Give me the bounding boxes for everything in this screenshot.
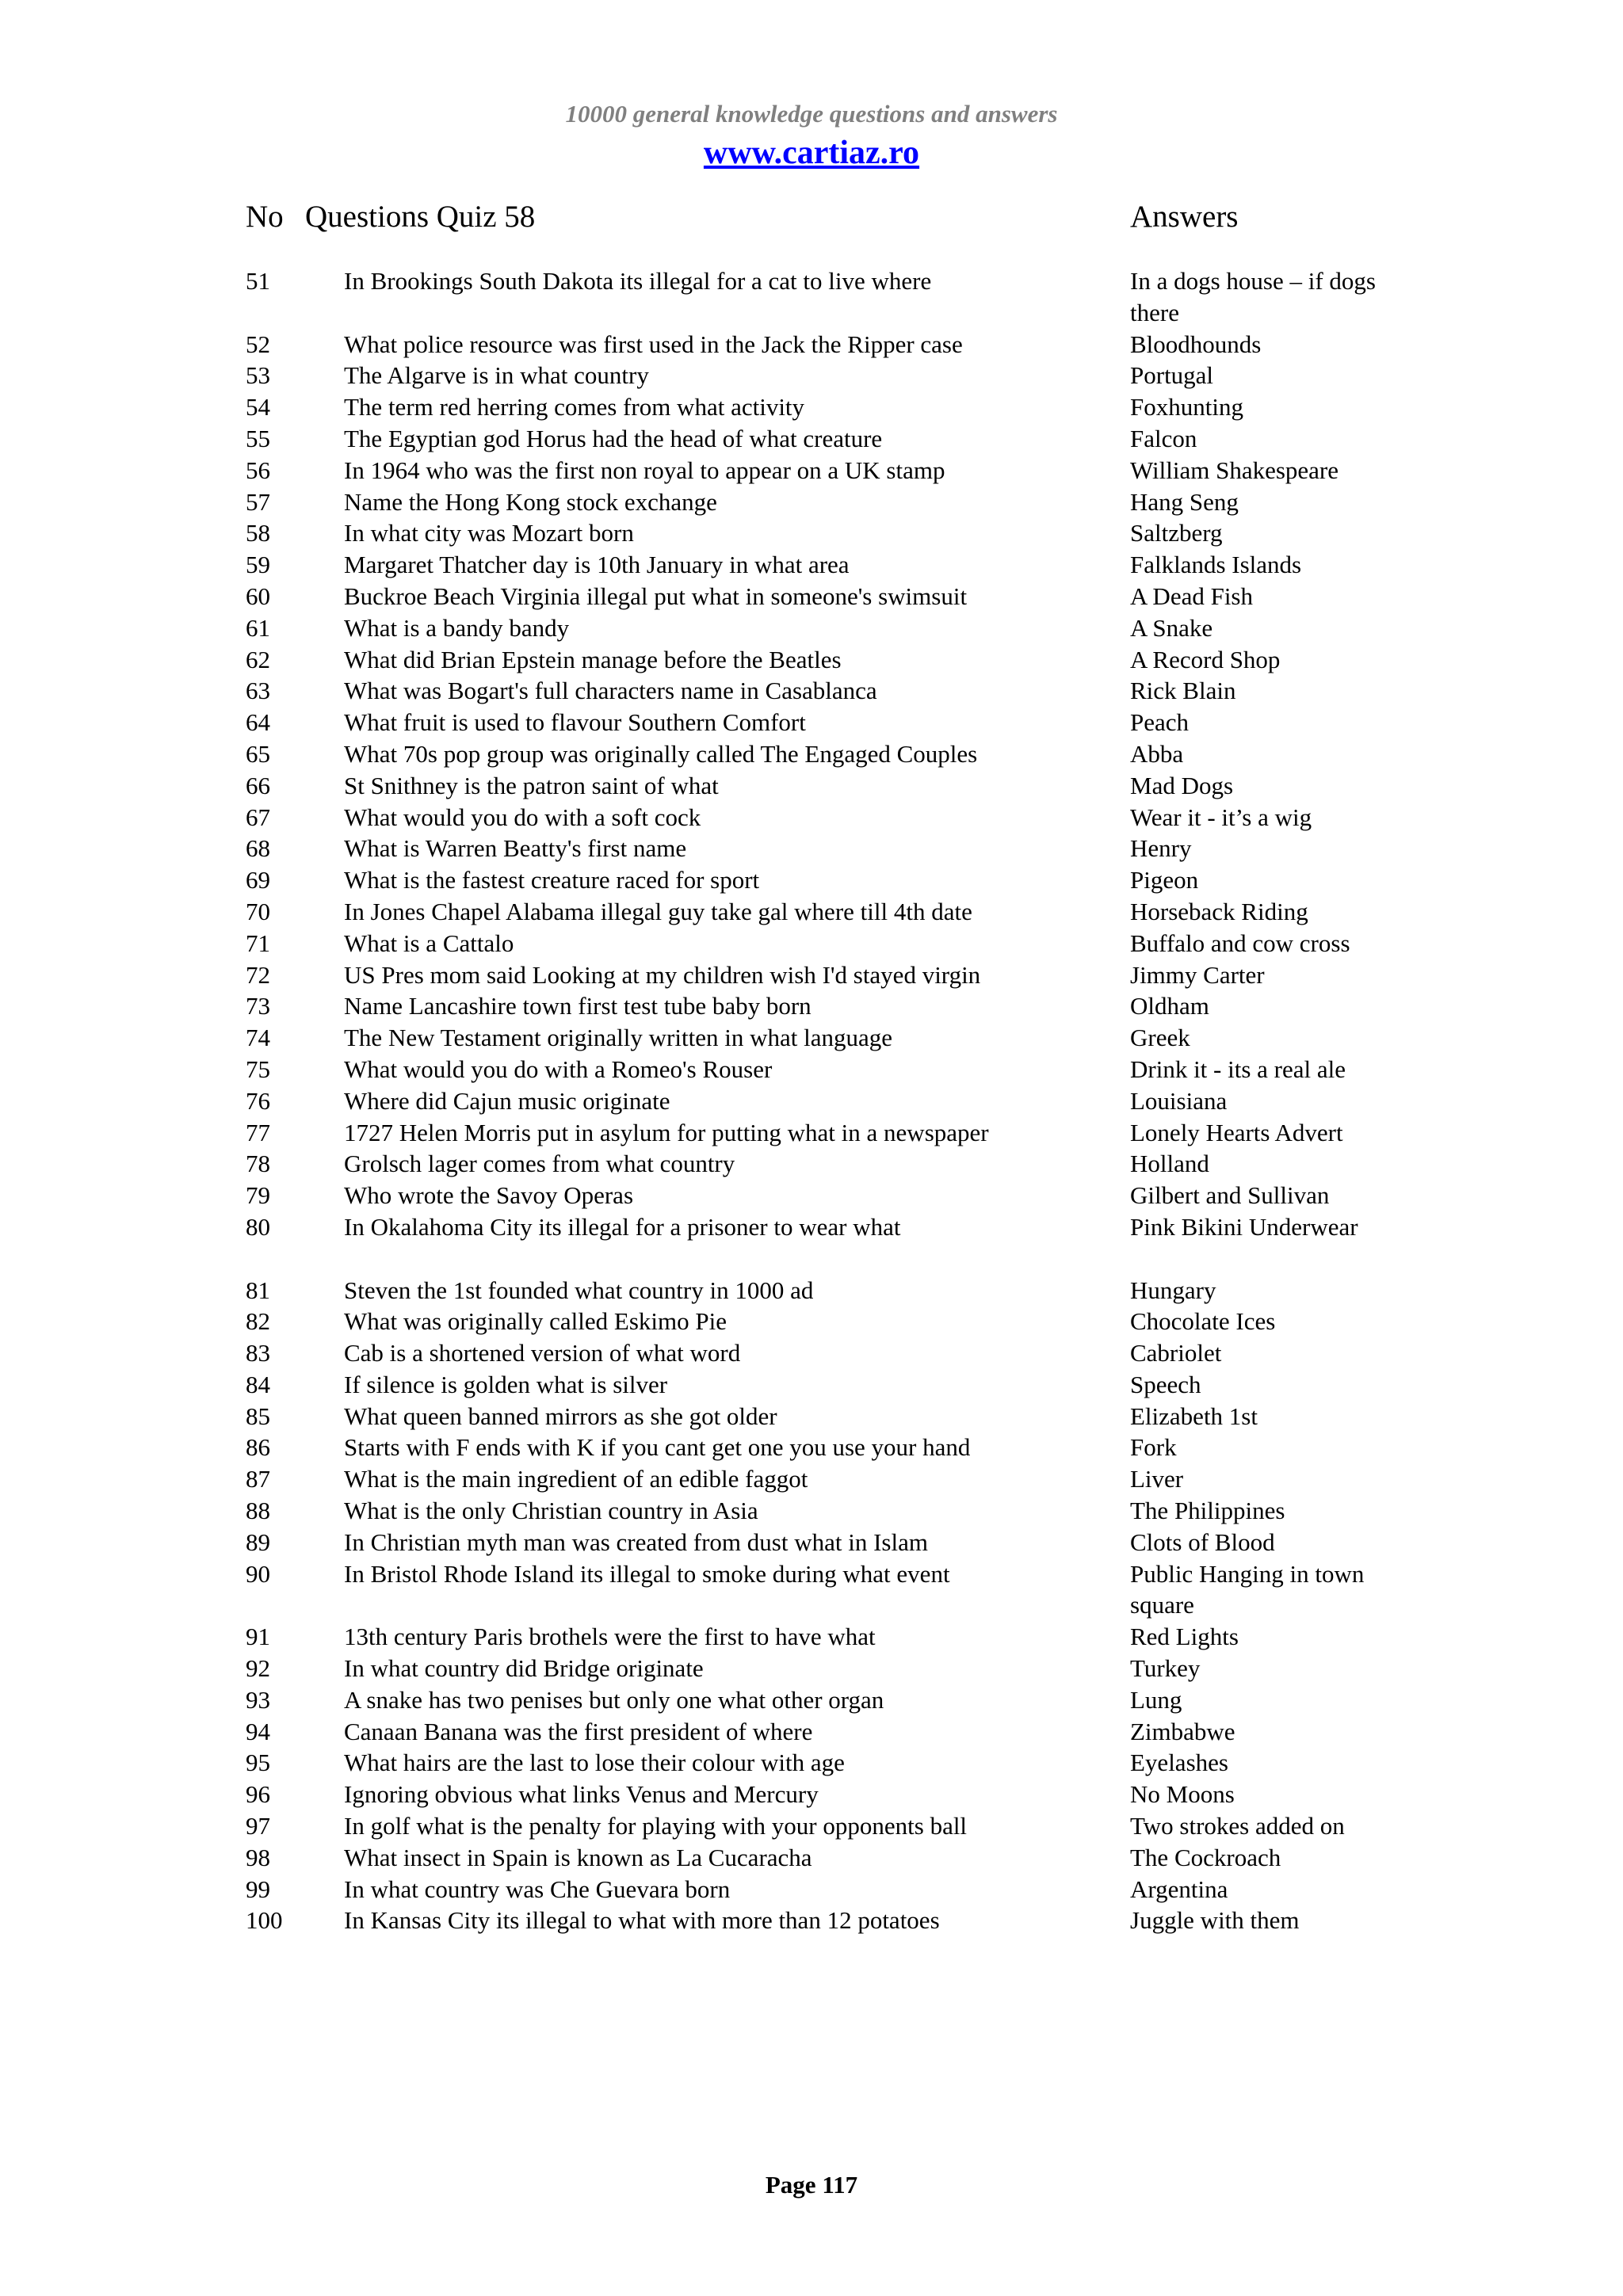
question-row (0, 833, 1623, 864)
question-text: What is Warren Beatty's first name (344, 834, 687, 863)
question-row (0, 549, 1623, 581)
answer-text: Eyelashes (1130, 1749, 1228, 1777)
question-number: 67 (246, 803, 270, 831)
question-text: Steven the 1st founded what country in 1000 ad (344, 1276, 814, 1304)
question-text: The term red herring comes from what activity (344, 393, 805, 421)
answer-text: Speech (1130, 1370, 1201, 1398)
question-number: 51 (246, 267, 270, 295)
answer-text: Elizabeth 1st (1130, 1402, 1258, 1430)
question-text: Grolsch lager comes from what country (344, 1150, 735, 1178)
question-row (0, 1495, 1623, 1527)
question-row (0, 517, 1623, 549)
question-row (0, 1621, 1623, 1653)
question-text: A snake has two penises but only one what other organ (344, 1685, 884, 1714)
answer-text: Louisiana (1130, 1086, 1228, 1115)
question-row (0, 1306, 1623, 1337)
question-number: 82 (246, 1307, 270, 1336)
question-number: 70 (246, 897, 270, 925)
answer-text: Bloodhounds (1130, 330, 1262, 358)
question-text: Ignoring obvious what links Venus and Mercury (344, 1780, 819, 1809)
question-number: 75 (246, 1055, 270, 1083)
column-headers (0, 195, 1623, 239)
question-text: The Egyptian god Horus had the head of what creature (344, 424, 883, 452)
question-text: What is a bandy bandy (344, 613, 570, 642)
question-row (0, 1653, 1623, 1684)
question-text: US Pres mom said Looking at my children wish I'd stayed virgin (344, 960, 981, 989)
answer-text: Fork (1130, 1433, 1177, 1462)
question-number: 65 (246, 739, 270, 768)
question-number: 84 (246, 1370, 270, 1398)
question-text: What was Bogart's full characters name in Casablanca (344, 677, 877, 705)
answer-text: Saltzberg (1130, 519, 1223, 547)
question-row (0, 265, 1623, 329)
question-list (0, 265, 1623, 1936)
question-number: 53 (246, 361, 270, 390)
question-row (0, 486, 1623, 518)
question-row (0, 1117, 1623, 1149)
question-text: What is the fastest creature raced for sport (344, 866, 760, 894)
answer-text: Jimmy Carter (1130, 960, 1265, 989)
question-number: 60 (246, 582, 270, 610)
question-row (0, 1747, 1623, 1779)
question-row (0, 423, 1623, 455)
question-row (0, 1275, 1623, 1306)
question-number: 88 (246, 1497, 270, 1525)
answer-text: Falcon (1130, 424, 1197, 452)
answer-text: No Moons (1130, 1780, 1235, 1809)
question-row (0, 1874, 1623, 1905)
question-row (0, 1463, 1623, 1495)
answer-text: Peach (1130, 708, 1190, 737)
question-row (0, 928, 1623, 959)
page-number: Page 117 (765, 2171, 858, 2199)
question-row (0, 1842, 1623, 1874)
question-text: Cab is a shortened version of what word (344, 1339, 741, 1367)
question-row (0, 770, 1623, 802)
question-number: 89 (246, 1527, 270, 1556)
question-text: In what country was Che Guevara born (344, 1875, 731, 1903)
answer-text: Foxhunting (1130, 393, 1243, 421)
question-number: 87 (246, 1465, 270, 1493)
question-row (0, 391, 1623, 423)
answer-text: Drink it - its a real ale (1130, 1055, 1346, 1083)
answer-text: Greek (1130, 1024, 1190, 1052)
answer-text: A Snake (1130, 613, 1213, 642)
question-number: 57 (246, 487, 270, 516)
question-row (0, 707, 1623, 738)
question-text: In Jones Chapel Alabama illegal guy take gal where till 4th date (344, 897, 972, 925)
question-number: 86 (246, 1433, 270, 1462)
question-number: 76 (246, 1086, 270, 1115)
question-text: What did Brian Epstein manage before the Beatles (344, 645, 842, 673)
question-text: In Bristol Rhode Island its illegal to smoke during what event (344, 1559, 950, 1588)
answer-text: Lung (1130, 1685, 1182, 1714)
header-subtitle: 10000 general knowledge questions and answers (565, 100, 1058, 128)
answer-text: Pink Bikini Underwear (1130, 1212, 1358, 1241)
question-number: 94 (246, 1717, 270, 1745)
question-text: Buckroe Beach Virginia illegal put what in someone's swimsuit (344, 582, 968, 610)
question-text: In Okalahoma City its illegal for a prisoner to wear what (344, 1212, 901, 1241)
answer-text: Holland (1130, 1150, 1209, 1178)
question-row (0, 360, 1623, 391)
answer-text: Wear it - it’s a wig (1130, 803, 1312, 831)
answer-text: Chocolate Ices (1130, 1307, 1276, 1336)
answer-text: Clots of Blood (1130, 1527, 1275, 1556)
question-number: 69 (246, 866, 270, 894)
question-number: 98 (246, 1843, 270, 1871)
question-text: In golf what is the penalty for playing with your opponents ball (344, 1812, 968, 1840)
question-row (0, 738, 1623, 770)
page-header (0, 98, 1623, 173)
answer-text: Turkey (1130, 1654, 1201, 1683)
answer-text: A Record Shop (1130, 645, 1281, 673)
question-number: 97 (246, 1812, 270, 1840)
question-row (0, 1211, 1623, 1275)
question-row (0, 612, 1623, 644)
answer-text: Oldham (1130, 992, 1209, 1020)
column-header-questions: Questions Quiz 58 (305, 200, 536, 234)
question-row (0, 1022, 1623, 1054)
question-text: What fruit is used to flavour Southern Comfort (344, 708, 806, 737)
question-number: 66 (246, 771, 270, 799)
answer-text: Zimbabwe (1130, 1717, 1235, 1745)
answer-text: A Dead Fish (1130, 582, 1253, 610)
answer-text: In a dogs house – if dogs there (1130, 267, 1376, 326)
question-row (0, 1401, 1623, 1432)
question-row (0, 644, 1623, 676)
answer-text: Cabriolet (1130, 1339, 1222, 1367)
answer-text: Hang Seng (1130, 487, 1239, 516)
answer-text: Gilbert and Sullivan (1130, 1181, 1330, 1210)
question-number: 77 (246, 1118, 270, 1146)
column-header-no: No (246, 200, 284, 234)
question-text: In Christian myth man was created from dust what in Islam (344, 1527, 928, 1556)
question-text: What police resource was first used in the Jack the Ripper case (344, 330, 963, 358)
question-row (0, 1180, 1623, 1211)
question-text: What queen banned mirrors as she got older (344, 1402, 777, 1430)
answer-text: Lonely Hearts Advert (1130, 1118, 1343, 1146)
question-number: 72 (246, 960, 270, 989)
question-text: What is the main ingredient of an edible faggot (344, 1465, 808, 1493)
question-number: 85 (246, 1402, 270, 1430)
question-row (0, 959, 1623, 991)
question-text: In Brookings South Dakota its illegal for a cat to live where (344, 267, 932, 295)
question-row (0, 455, 1623, 486)
question-row (0, 581, 1623, 612)
column-header-answers: Answers (1130, 200, 1239, 234)
question-number: 100 (246, 1906, 283, 1935)
question-text: Name Lancashire town first test tube baby born (344, 992, 812, 1020)
question-number: 71 (246, 929, 270, 957)
question-text: What 70s pop group was originally called The Engaged Couples (344, 739, 978, 768)
answer-text: Portugal (1130, 361, 1214, 390)
answer-text: Horseback Riding (1130, 897, 1308, 925)
question-text: 1727 Helen Morris put in asylum for putting what in a newspaper (344, 1118, 989, 1146)
answer-text: Pigeon (1130, 866, 1199, 894)
question-text: Who wrote the Savoy Operas (344, 1181, 634, 1210)
question-text: What would you do with a soft cock (344, 803, 701, 831)
answer-text: Liver (1130, 1465, 1184, 1493)
question-number: 62 (246, 645, 270, 673)
answer-text: Falklands Islands (1130, 551, 1302, 579)
question-number: 92 (246, 1654, 270, 1683)
question-text: What would you do with a Romeo's Rouser (344, 1055, 773, 1083)
question-number: 78 (246, 1150, 270, 1178)
question-text: Margaret Thatcher day is 10th January in what area (344, 551, 850, 579)
question-text: 13th century Paris brothels were the first to have what (344, 1623, 876, 1651)
question-row (0, 675, 1623, 707)
answer-text: Henry (1130, 834, 1192, 863)
question-number: 73 (246, 992, 270, 1020)
answer-text: Juggle with them (1130, 1906, 1300, 1935)
question-row (0, 1684, 1623, 1716)
question-row (0, 1148, 1623, 1180)
question-number: 56 (246, 456, 270, 484)
question-row (0, 802, 1623, 833)
question-number: 59 (246, 551, 270, 579)
answer-text: Mad Dogs (1130, 771, 1234, 799)
answer-text: William Shakespeare (1130, 456, 1339, 484)
question-text: St Snithney is the patron saint of what (344, 771, 719, 799)
question-row (0, 864, 1623, 896)
answer-text: Rick Blain (1130, 677, 1236, 705)
question-number: 63 (246, 677, 270, 705)
question-text: Starts with F ends with K if you cant get one you use your hand (344, 1433, 971, 1462)
question-row (0, 1085, 1623, 1117)
question-number: 90 (246, 1559, 270, 1588)
question-row (0, 1054, 1623, 1085)
question-row (0, 896, 1623, 928)
question-number: 55 (246, 424, 270, 452)
question-row (0, 1337, 1623, 1369)
answer-text: The Cockroach (1130, 1843, 1281, 1871)
question-row (0, 1905, 1623, 1936)
question-number: 83 (246, 1339, 270, 1367)
question-text: In what country did Bridge originate (344, 1654, 704, 1683)
question-number: 93 (246, 1685, 270, 1714)
question-text: If silence is golden what is silver (344, 1370, 668, 1398)
question-row (0, 1558, 1623, 1622)
question-text: What is a Cattalo (344, 929, 514, 957)
question-row (0, 329, 1623, 360)
question-number: 61 (246, 613, 270, 642)
question-row (0, 1432, 1623, 1463)
question-text: In what city was Mozart born (344, 519, 634, 547)
question-text: What hairs are the last to lose their colour with age (344, 1749, 845, 1777)
question-text: In 1964 who was the first non royal to appear on a UK stamp (344, 456, 945, 484)
answer-text: Abba (1130, 739, 1184, 768)
question-number: 68 (246, 834, 270, 863)
question-text: What insect in Spain is known as La Cucaracha (344, 1843, 812, 1871)
answer-text: Buffalo and cow cross (1130, 929, 1350, 957)
question-number: 54 (246, 393, 270, 421)
question-text: What is the only Christian country in Asia (344, 1497, 758, 1525)
question-number: 91 (246, 1623, 270, 1651)
answer-text: Argentina (1130, 1875, 1228, 1903)
question-text: The Algarve is in what country (344, 361, 649, 390)
question-number: 52 (246, 330, 270, 358)
question-row (0, 1779, 1623, 1810)
question-row (0, 1369, 1623, 1401)
answer-text: Hungary (1130, 1276, 1216, 1304)
question-number: 80 (246, 1212, 270, 1241)
question-row (0, 1716, 1623, 1748)
question-text: The New Testament originally written in what language (344, 1024, 892, 1052)
website-link[interactable]: www.cartiaz.ro (703, 135, 920, 171)
question-number: 96 (246, 1780, 270, 1809)
answer-text: Red Lights (1130, 1623, 1239, 1651)
question-row (0, 1810, 1623, 1842)
question-text: Name the Hong Kong stock exchange (344, 487, 717, 516)
question-text: What was originally called Eskimo Pie (344, 1307, 727, 1336)
question-number: 81 (246, 1276, 270, 1304)
question-number: 95 (246, 1749, 270, 1777)
answer-text: The Philippines (1130, 1497, 1285, 1525)
answer-text: Two strokes added on (1130, 1812, 1345, 1840)
question-number: 58 (246, 519, 270, 547)
question-text: In Kansas City its illegal to what with more than 12 potatoes (344, 1906, 940, 1935)
answer-text: Public Hanging in town square (1130, 1559, 1365, 1619)
question-text: Where did Cajun music originate (344, 1086, 670, 1115)
question-number: 79 (246, 1181, 270, 1210)
question-number: 99 (246, 1875, 270, 1903)
question-row (0, 990, 1623, 1022)
question-row (0, 1527, 1623, 1558)
question-number: 74 (246, 1024, 270, 1052)
question-text: Canaan Banana was the first president of where (344, 1717, 813, 1745)
question-number: 64 (246, 708, 270, 737)
